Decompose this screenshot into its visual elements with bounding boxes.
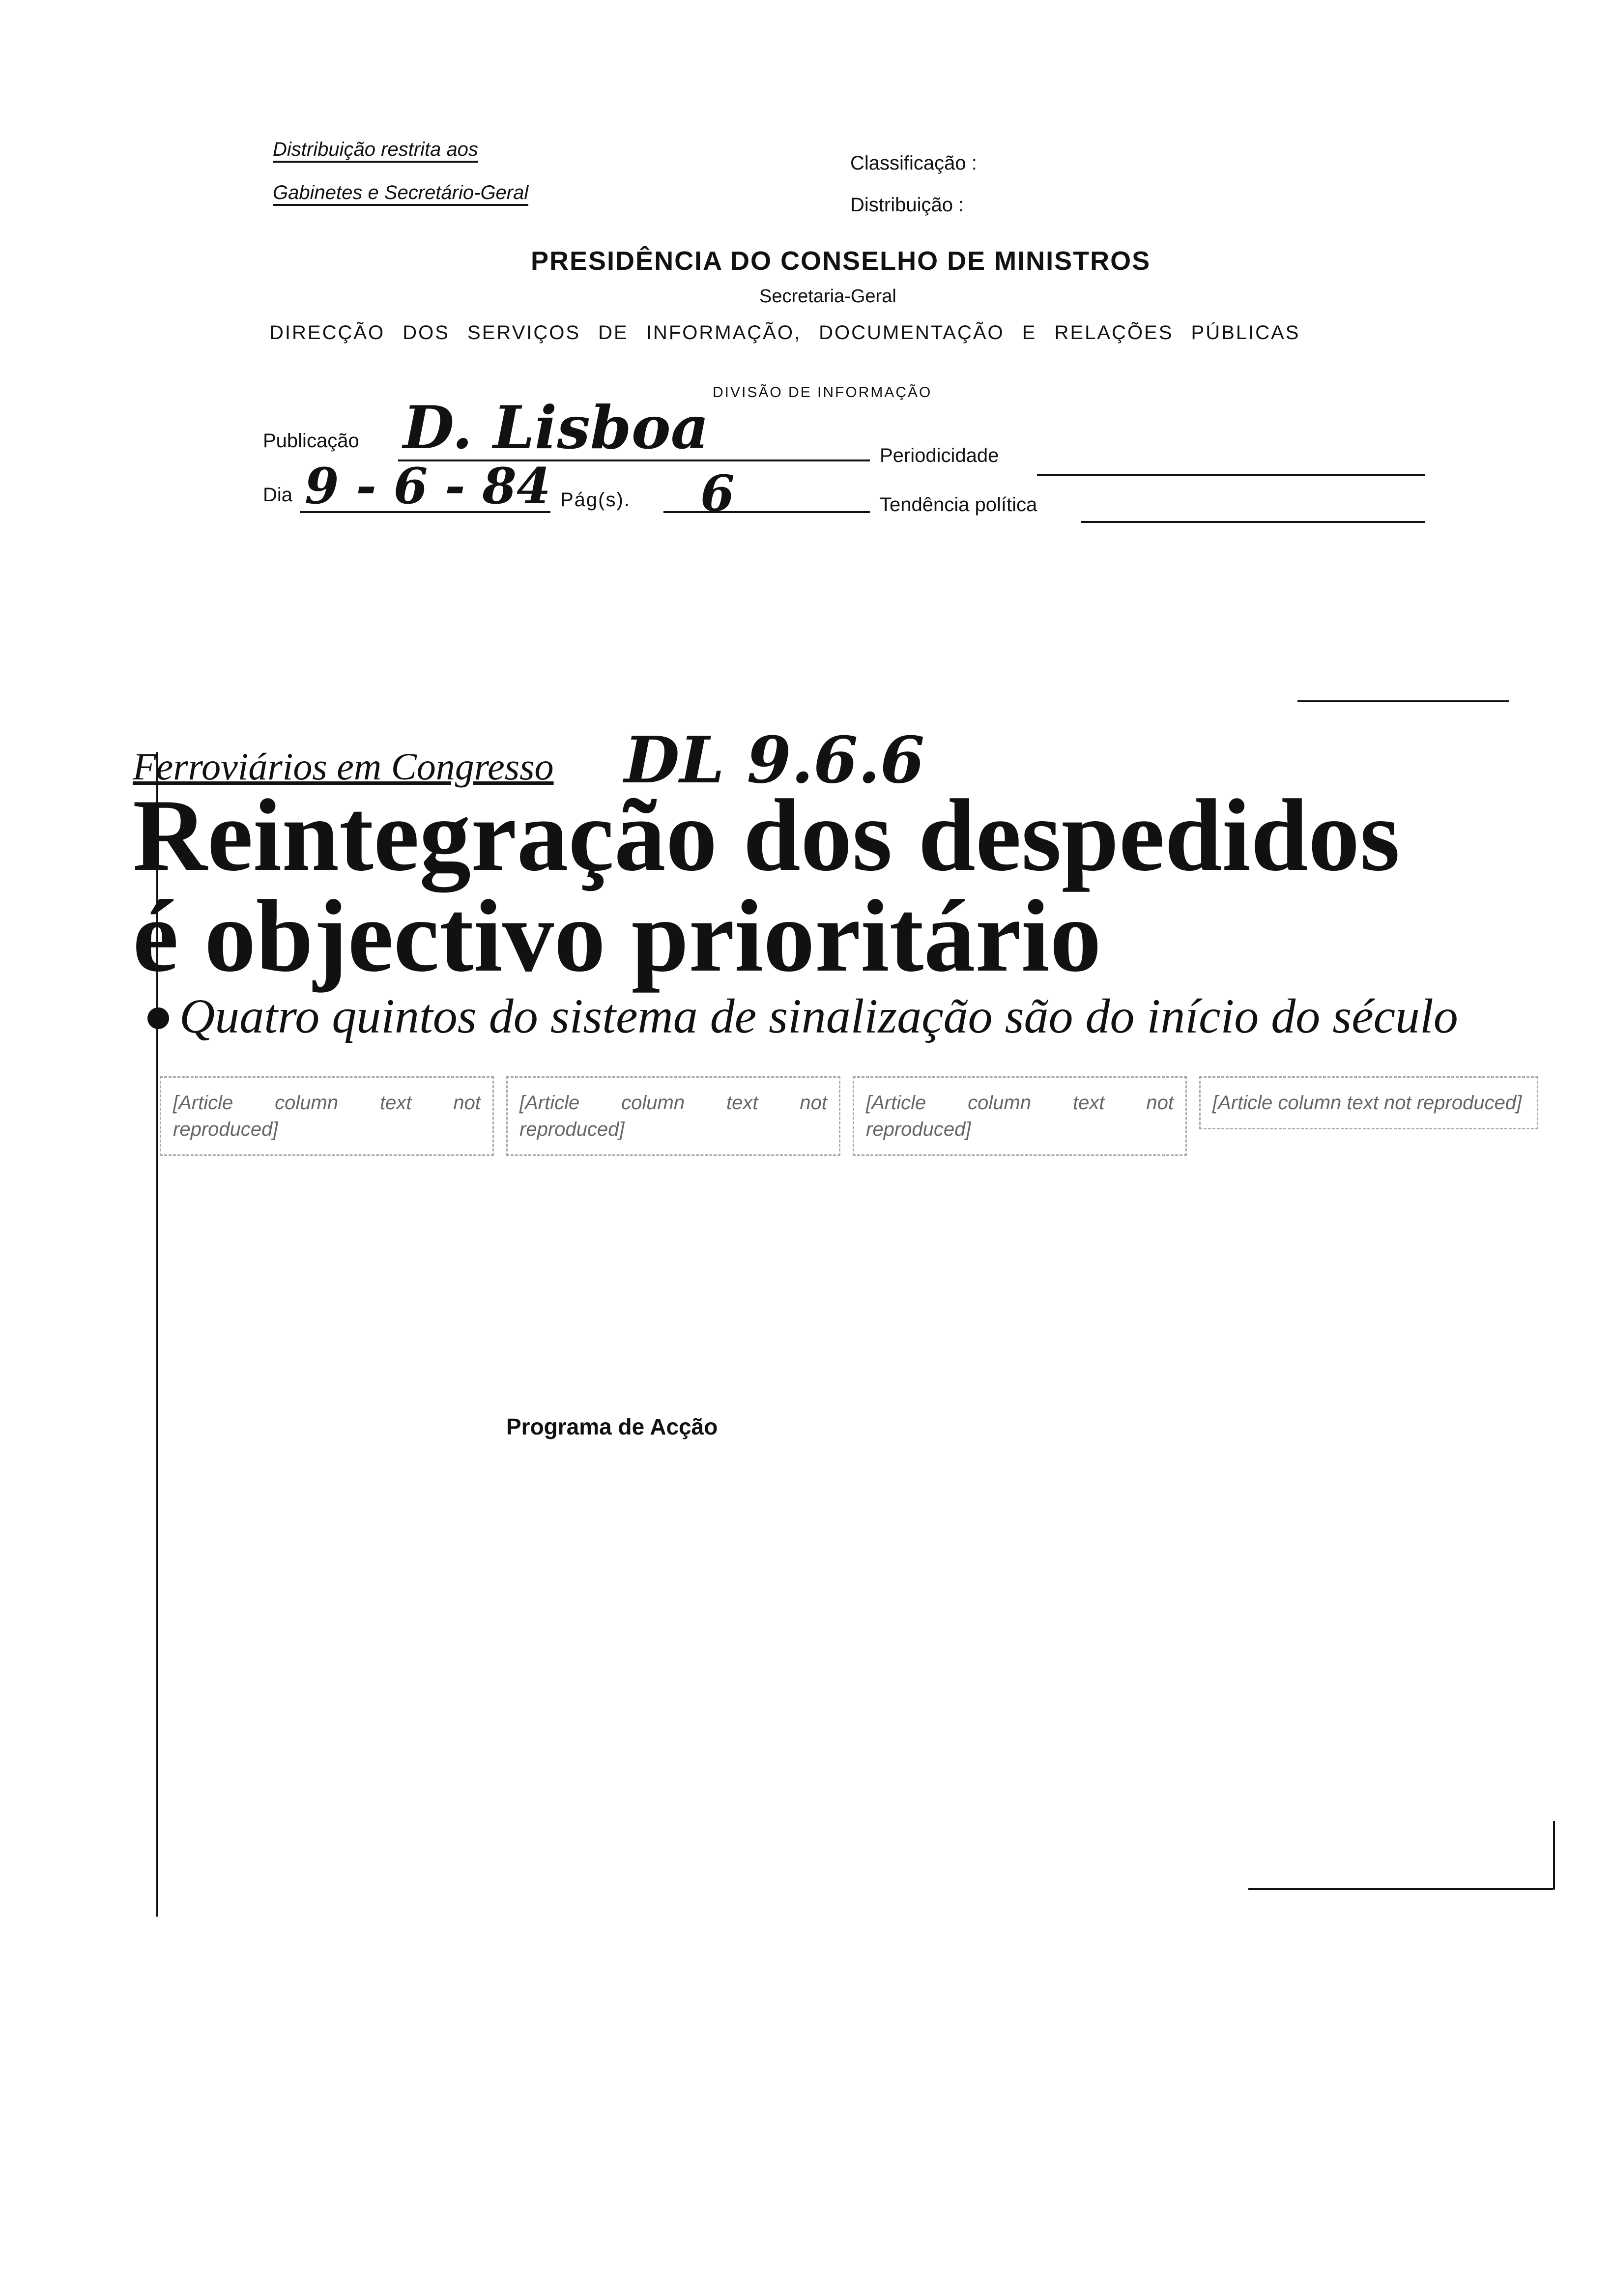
headline-line2: é objectivo prioritário — [133, 879, 1102, 993]
tendency-label: Tendência política — [880, 494, 1037, 516]
publication-value: D. Lisboa — [403, 393, 709, 462]
pages-label: Pág(s). — [560, 489, 631, 511]
article-column-3 — [853, 1076, 1187, 1887]
classification-label: Classificação : — [850, 152, 977, 174]
column-3-note: [Article column text not reproduced] — [853, 1076, 1187, 1156]
org-title: PRESIDÊNCIA DO CONSELHO DE MINISTROS — [531, 246, 1151, 276]
top-rule — [1297, 700, 1509, 702]
bullet-icon — [147, 1007, 169, 1029]
column-2-note: [Article column text not reproduced] — [506, 1076, 840, 1156]
subheading-programa-accao: Programa de Acção — [506, 1414, 718, 1439]
day-value: 9 - 6 - 84 — [305, 457, 551, 515]
headline-line1: Reintegração dos despedidos — [133, 778, 1400, 892]
pages-value: 6 — [700, 464, 735, 522]
handwritten-reference: DL 9.6.6 — [624, 722, 925, 798]
distribution-label: Distribuição : — [850, 194, 964, 216]
column-1-note: [Article column text not reproduced] — [160, 1076, 494, 1156]
pages-line — [663, 511, 870, 513]
distribution-line1: Distribuição restrita aos — [273, 139, 478, 163]
right-rule — [1553, 1821, 1555, 1890]
article-column-2 — [506, 1076, 840, 1887]
org-subtitle: Secretaria-Geral — [759, 286, 896, 307]
periodicity-line — [1037, 474, 1425, 476]
publication-label: Publicação — [263, 430, 359, 452]
subheadline: Quatro quintos do sistema de sinalização são do início do século — [179, 989, 1458, 1043]
article-kicker: Ferroviários em Congresso — [133, 745, 554, 788]
column-4-note: [Article column text not reproduced] — [1199, 1076, 1538, 1129]
article-column-1 — [160, 1076, 494, 1887]
tendency-line — [1081, 521, 1425, 523]
division: DIVISÃO DE INFORMAÇÃO — [713, 384, 932, 401]
bottom-rule — [1248, 1888, 1553, 1890]
directorate: DIRECÇÃO DOS SERVIÇOS DE INFORMAÇÃO, DOCUMENTAÇÃO E RELAÇÕES PÚBLICAS — [269, 322, 1300, 344]
distribution-line2: Gabinetes e Secretário-Geral — [273, 182, 528, 206]
day-label: Dia — [263, 484, 293, 506]
day-line — [300, 511, 550, 513]
periodicity-label: Periodicidade — [880, 445, 999, 466]
article-column-4 — [1199, 1076, 1538, 1887]
